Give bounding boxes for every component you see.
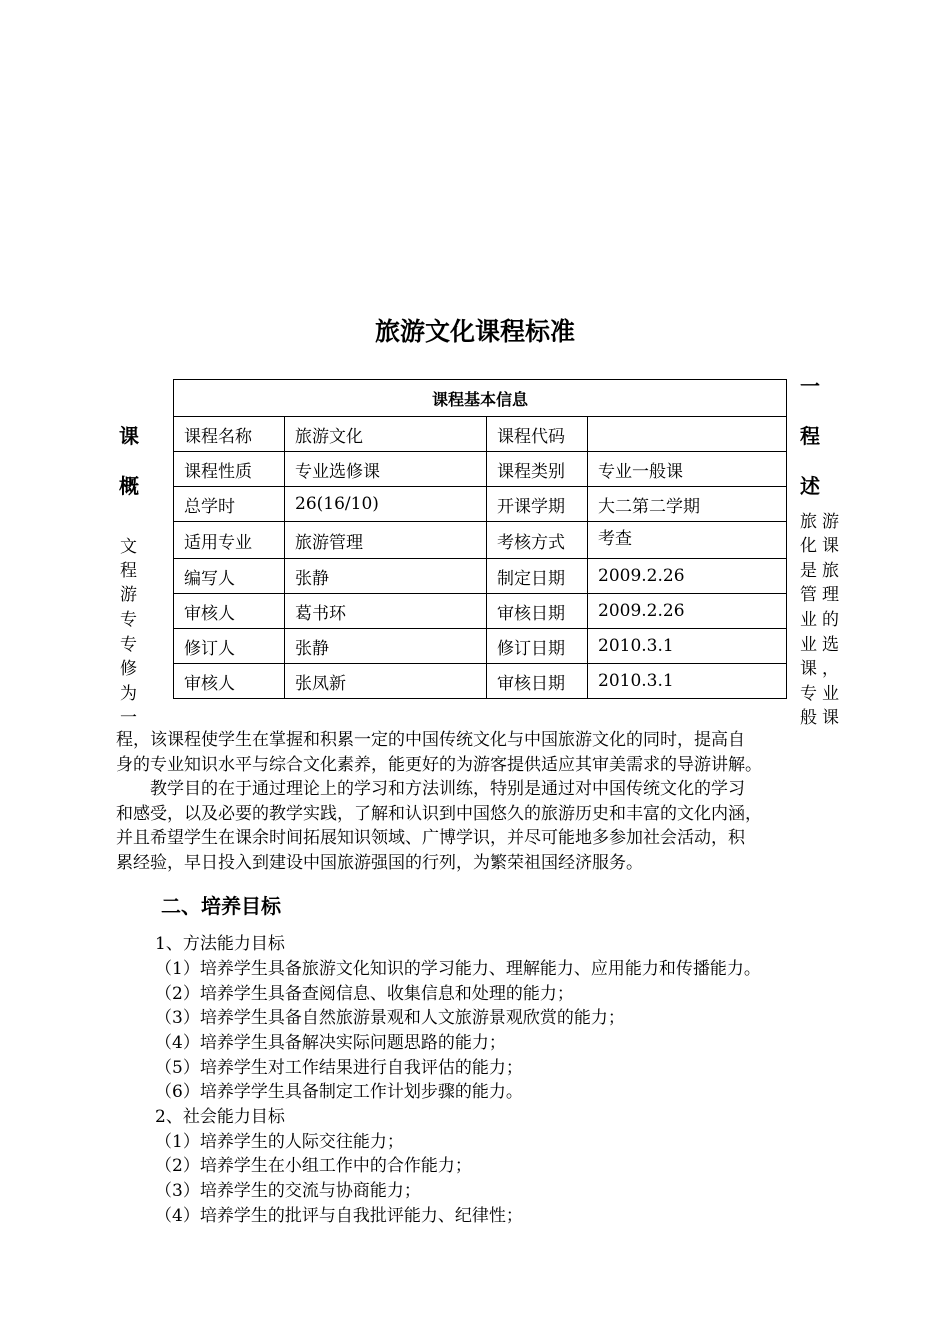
table-cell: 2009.2.26 bbox=[588, 559, 787, 594]
side-text-char: 一 bbox=[120, 708, 137, 728]
side-text-char: 程 bbox=[120, 561, 137, 581]
table-row bbox=[174, 452, 787, 487]
side-text-char: 为 bbox=[120, 684, 137, 704]
list-item: （3）培养学生具备自然旅游景观和人文旅游景观欣赏的能力； bbox=[155, 1008, 625, 1028]
table-row bbox=[174, 664, 787, 699]
table-cell: 葛书环 bbox=[285, 594, 487, 629]
table-header-row bbox=[174, 380, 787, 417]
side-heading-char: 课 bbox=[119, 424, 139, 448]
table-cell: 适用专业 bbox=[174, 522, 285, 559]
side-text-fragment: 业选 bbox=[800, 635, 844, 655]
table-cell: 审核人 bbox=[174, 594, 285, 629]
side-text-fragment: 化课 bbox=[800, 536, 844, 556]
table-cell: 2009.2.26 bbox=[588, 594, 787, 629]
side-text-fragment: 管理 bbox=[800, 585, 844, 605]
side-text-fragment: 是旅 bbox=[800, 561, 844, 581]
side-text-fragment: 课， bbox=[800, 659, 844, 679]
list-item: （1）培养学生具备旅游文化知识的学习能力、理解能力、应用能力和传播能力。 bbox=[155, 959, 761, 979]
table-cell: 课程名称 bbox=[174, 417, 285, 452]
table-cell: 课程类别 bbox=[487, 452, 588, 487]
side-text-char: 游 bbox=[120, 585, 137, 605]
table-cell: 制定日期 bbox=[487, 559, 588, 594]
side-heading-char: 概 bbox=[119, 474, 139, 498]
table-cell: 审核日期 bbox=[487, 594, 588, 629]
table-row bbox=[174, 487, 787, 522]
table-cell: 考核方式 bbox=[487, 522, 588, 559]
table-cell: 专业选修课 bbox=[285, 452, 487, 487]
paragraph-line: 程，该课程使学生在掌握和积累一定的中国传统文化与中国旅游文化的同时，提高自 bbox=[116, 730, 745, 750]
table-header: 课程基本信息 bbox=[174, 380, 787, 417]
table-cell: 2010.3.1 bbox=[588, 664, 787, 699]
list-item: 2、社会能力目标 bbox=[155, 1107, 285, 1127]
paragraph-line: 并且希望学生在课余时间拓展知识领域、广博学识，并尽可能地多参加社会活动，积 bbox=[116, 828, 745, 848]
list-item: （4）培养学生具备解决实际问题思路的能力； bbox=[155, 1033, 506, 1053]
table-cell: 考查 bbox=[588, 522, 787, 559]
table-cell: 修订日期 bbox=[487, 629, 588, 664]
table-cell: 课程代码 bbox=[487, 417, 588, 452]
side-text-char: 专 bbox=[120, 610, 137, 630]
table-row bbox=[174, 629, 787, 664]
list-item: （1）培养学生的人际交往能力； bbox=[155, 1132, 404, 1152]
table-cell: 课程性质 bbox=[174, 452, 285, 487]
list-item: （2）培养学生具备查阅信息、收集信息和处理的能力； bbox=[155, 984, 574, 1004]
side-text-char: 文 bbox=[120, 537, 137, 557]
side-heading-char: 一 bbox=[800, 374, 820, 398]
table-cell: 旅游管理 bbox=[285, 522, 487, 559]
side-text-char: 修 bbox=[120, 659, 137, 679]
list-item: （6）培养学学生具备制定工作计划步骤的能力。 bbox=[155, 1082, 523, 1102]
side-text-fragment: 专业 bbox=[800, 684, 844, 704]
paragraph-line: 身的专业知识水平与综合文化素养，能更好的为游客提供适应其审美需求的导游讲解。 bbox=[116, 755, 762, 775]
table-row bbox=[174, 594, 787, 629]
document-title: 旅游文化课程标准 bbox=[374, 317, 575, 346]
section-heading: 二、培养目标 bbox=[161, 894, 281, 918]
table-cell: 修订人 bbox=[174, 629, 285, 664]
table-cell: 审核人 bbox=[174, 664, 285, 699]
paragraph-line: 教学目的在于通过理论上的学习和方法训练，特别是通过对中国传统文化的学习 bbox=[116, 779, 745, 799]
list-item: （2）培养学生在小组工作中的合作能力； bbox=[155, 1156, 472, 1176]
list-item: （4）培养学生的批评与自我批评能力、纪律性； bbox=[155, 1206, 523, 1226]
paragraph-line: 累经验，早日投入到建设中国旅游强国的行列，为繁荣祖国经济服务。 bbox=[116, 853, 643, 873]
table-cell: 开课学期 bbox=[487, 487, 588, 522]
list-item: 1、方法能力目标 bbox=[155, 934, 285, 954]
table-cell: 张凤新 bbox=[285, 664, 487, 699]
side-text-char: 专 bbox=[120, 635, 137, 655]
table-cell: 张静 bbox=[285, 559, 487, 594]
side-text-fragment: 般课 bbox=[800, 708, 844, 728]
table-cell: 总学时 bbox=[174, 487, 285, 522]
side-heading-char: 程 bbox=[800, 424, 820, 448]
table-cell: 审核日期 bbox=[487, 664, 588, 699]
course-info-table bbox=[173, 379, 787, 699]
list-item: （5）培养学生对工作结果进行自我评估的能力； bbox=[155, 1058, 523, 1078]
table-row bbox=[174, 417, 787, 452]
table-cell: 26(16/10) bbox=[285, 487, 487, 522]
side-text-fragment: 业的 bbox=[800, 610, 844, 630]
table-cell: 张静 bbox=[285, 629, 487, 664]
table-cell: 编写人 bbox=[174, 559, 285, 594]
paragraph-line: 和感受，以及必要的教学实践，了解和认识到中国悠久的旅游历史和丰富的文化内涵， bbox=[116, 804, 762, 824]
table-cell: 旅游文化 bbox=[285, 417, 487, 452]
table-cell: 2010.3.1 bbox=[588, 629, 787, 664]
side-text-fragment: 旅游 bbox=[800, 512, 844, 532]
side-heading-char: 述 bbox=[800, 474, 820, 498]
table-row bbox=[174, 559, 787, 594]
table-cell: 专业一般课 bbox=[588, 452, 787, 487]
table-row bbox=[174, 522, 787, 559]
table-cell bbox=[588, 417, 787, 452]
list-item: （3）培养学生的交流与协商能力； bbox=[155, 1181, 421, 1201]
table-cell: 大二第二学期 bbox=[588, 487, 787, 522]
